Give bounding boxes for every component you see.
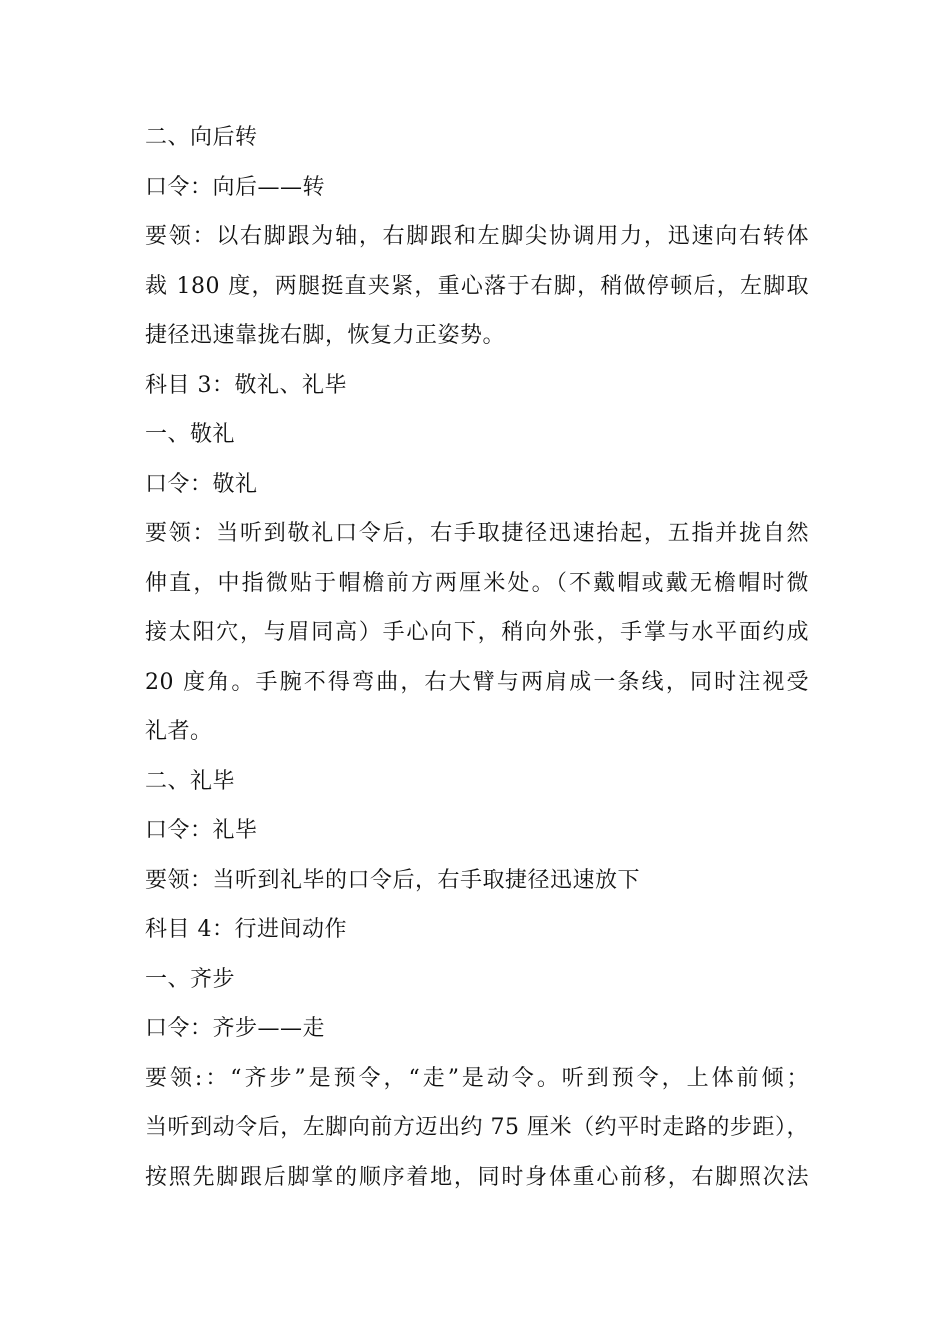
subject-heading: 科目 4：行进间动作	[145, 917, 347, 942]
section-heading-quick-march: 一、齐步	[145, 966, 236, 992]
paragraph-line: 当听到动令后，左脚向前方迈出约 75 厘米（约平时走路的步距），	[145, 1115, 809, 1140]
paragraph-line: 礼者。	[145, 719, 213, 744]
paragraph-line: 捷径迅速靠拢右脚，恢复力正姿势。	[145, 323, 506, 348]
paragraph-line: 要领：当听到礼毕的口令后，右手取捷径迅速放下	[145, 867, 641, 893]
document-body	[145, 113, 809, 1202]
paragraph-line: 按照先脚跟后脚掌的顺序着地，同时身体重心前移，右脚照次法	[145, 1164, 809, 1190]
command-line: 口令：向后——转	[145, 174, 326, 200]
paragraph-line: 伸直，中指微贴于帽檐前方两厘米处。（不戴帽或戴无檐帽时微	[145, 570, 809, 596]
paragraph-line: 接太阳穴，与眉同高）手心向下，稍向外张，手掌与水平面约成	[145, 620, 809, 645]
subject-heading: 科目 3：敬礼、礼毕	[145, 372, 347, 398]
command-line: 口令：礼毕	[145, 818, 258, 843]
command-line: 口令：齐步——走	[145, 1016, 326, 1041]
paragraph-line: 要领：以右脚跟为轴，右脚跟和左脚尖协调用力，迅速向右转体	[145, 224, 809, 249]
paragraph-line: 要领：当听到敬礼口令后，右手取捷径迅速抬起，五指并拢自然	[145, 521, 809, 546]
command-line: 口令：敬礼	[145, 471, 258, 497]
paragraph-line: 裁 180 度，两腿挺直夹紧，重心落于右脚，稍做停顿后，左脚取	[145, 273, 809, 299]
paragraph-line: 20 度角。手腕不得弯曲，右大臂与两肩成一条线，同时注视受	[145, 669, 809, 695]
paragraph-line: 要领:：“齐步”是预令，“走”是动令。听到预令，上体前倾；	[145, 1065, 809, 1091]
section-heading-salute-end: 二、礼毕	[145, 768, 236, 794]
section-heading-salute: 一、敬礼	[145, 422, 236, 447]
section-heading-turn-back: 二、向后转	[145, 125, 258, 150]
